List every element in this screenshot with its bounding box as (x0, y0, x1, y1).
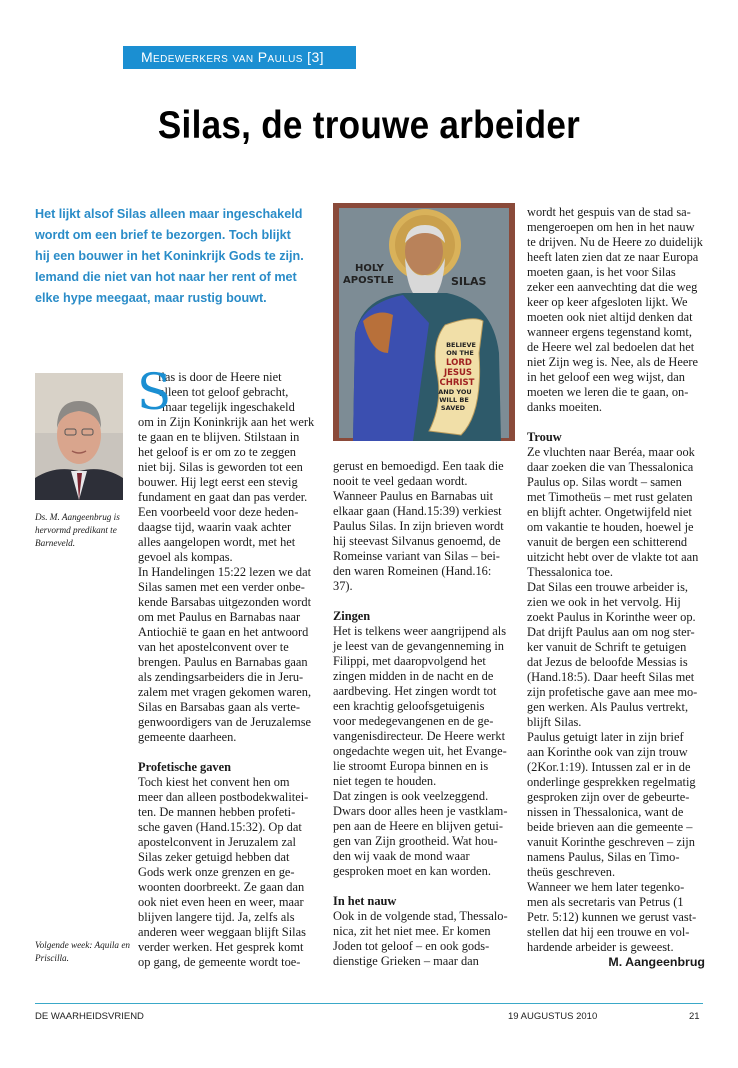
text-line: je leest van de gevangenneming in (333, 639, 505, 653)
text-line: zingen midden in de nacht en de (333, 669, 494, 683)
scroll-text: LORD (446, 358, 472, 368)
text-line: Silas zeker getuigd hebben dat (138, 850, 290, 864)
text-line: moeten we leren die te gaan, on- (527, 385, 689, 399)
text-line: theüs geschreven. (527, 865, 616, 879)
section-heading (333, 894, 517, 909)
text-line: Dwars door alles heen je vastklam- (333, 804, 508, 818)
text-line: (Hand.18:5). Daar heeft Silas met (527, 670, 695, 684)
lead-paragraph (35, 204, 325, 309)
text-line: Paulus getuigt later in zijn brief (527, 730, 684, 744)
text-line: kende Barsabas uitgezonden wordt (138, 595, 312, 609)
drop-cap: S (137, 363, 172, 421)
text-line: men als secretaris van Petrus (1 (527, 895, 684, 909)
article-column-2 (333, 459, 517, 969)
scroll-text: WILL BE (439, 396, 469, 404)
scroll-text: SAVED (440, 404, 466, 412)
text-line: te gaan en te blijven. Stilstaan in (138, 430, 300, 444)
paragraph-spacer (333, 879, 517, 894)
text-line: moeten ook niet altijd denken dat (527, 310, 693, 324)
text-line: om vakantie te houden, hoewel je (527, 520, 694, 534)
text-line: ker vanuit de Schrift te getuigen (527, 640, 687, 654)
text-line: namens Paulus, Silas en Timo- (527, 850, 680, 864)
text-line: ongedachte wegen uit, het Evange- (333, 744, 507, 758)
text-line: zien we ook in het vervolg. Hij (527, 595, 681, 609)
section-heading (333, 609, 517, 624)
text-line: Silas samen met een verder onbe- (138, 580, 305, 594)
text-line: Ook in de volgende stad, Thessalo- (333, 909, 508, 923)
text-line: Ze vluchten naar Beréa, maar ook (527, 445, 695, 459)
text-line: In het nauw (333, 894, 397, 908)
text-line: beide brieven aan die gemeente – (527, 820, 693, 834)
paragraph (138, 775, 320, 970)
text-line: blijft Silas. (527, 715, 582, 729)
text-line: van het apostelconvent over te (138, 640, 289, 654)
text-line: voor medegevangenen en de ge- (333, 714, 494, 728)
text-line: daagse tijd, waarin vaak achter (138, 520, 292, 534)
text-line: daar zoeken die van Thessalonica (527, 460, 694, 474)
text-line: Dat Silas een trouwe arbeider is, (527, 580, 689, 594)
article-title: Silas, de trouwe arbeider (157, 104, 581, 147)
text-line: aan Korinthe ook van zijn trouw (527, 745, 688, 759)
paragraph (527, 445, 705, 580)
text-line: bouwer. Hij legt eerst een stevig (138, 475, 298, 489)
text-line: alleen tot geloof gebracht, (159, 385, 289, 399)
text-line: in het geloof een weg wijst, dan (527, 370, 685, 384)
text-line: aardbeving. Het zingen wordt tot (333, 684, 497, 698)
text-line: Paulus op. Silas wordt – samen (527, 475, 682, 489)
text-line: ook niet even heen en weer, maar (138, 895, 304, 909)
series-label: Medewerkers van Paulus [3] (141, 49, 324, 65)
text-line: hij steevast Silvanus genoemd, de (333, 534, 501, 548)
text-line: den wij vaak de mond waar (333, 849, 470, 863)
text-line: nooit te veel gedaan wordt. (333, 474, 468, 488)
text-line: Silas en Barsabas gaan als verte- (138, 700, 301, 714)
text-line: mengeroepen om hen in het nauw (527, 220, 695, 234)
text-line: Profetische gaven (138, 760, 232, 774)
text-line: moeten gaan, is het voor Silas (527, 265, 676, 279)
text-line: Paulus Silas. In zijn brieven wordt (333, 519, 504, 533)
text-line: Dat drijft Paulus aan om nog ster- (527, 625, 695, 639)
text-line: gesproken zijn over de gebeurte- (527, 790, 690, 804)
scroll-text: JESUS (443, 368, 473, 378)
text-line: om met Paulus en Barnabas naar (138, 610, 301, 624)
text-line: Dat zingen is ook veelzeggend. (333, 789, 489, 803)
lead-line: Iemand die niet van hot naar her rent of met (35, 270, 297, 284)
text-line: gerust en bemoedigd. Een taak die (333, 459, 504, 473)
paragraph-spacer (527, 415, 705, 430)
paragraph (527, 880, 705, 955)
text-line: onderlinge gesprekken regelmatig (527, 775, 696, 789)
text-line: apostelconvent in Jeruzalem zal (138, 835, 296, 849)
text-line: het geloof is er om zo te zeggen (138, 445, 296, 459)
paragraph-spacer (138, 745, 320, 760)
paragraph (527, 730, 705, 880)
text-line: In Handelingen 15:22 lezen we dat (138, 565, 312, 579)
footer-page-number: 21 (689, 1011, 700, 1022)
text-line: Petr. 5:12) kunnen we gerust vast- (527, 910, 697, 924)
article-column-1 (137, 363, 320, 970)
text-line: gesproken moet en kan worden. (333, 864, 491, 878)
text-line: elkaar gaan (Hand.15:39) verkiest (333, 504, 502, 518)
text-line: een krachtig geloofsgetuigenis (333, 699, 485, 713)
text-line: M. Aangeenbrug (608, 955, 705, 969)
text-line: de Heere wel zal bedoelen dat het (527, 340, 695, 354)
text-line: Romeinse variant van Silas – bei- (333, 549, 500, 563)
text-line: stellen dat hij een trouwe en vol- (527, 925, 690, 939)
footer-date: 19 AUGUSTUS 2010 (508, 1011, 598, 1022)
author-caption: Ds. M. Aangeenbrug is hervormd predikant te Barneveld. (35, 512, 120, 548)
scroll-text: ON THE (446, 349, 474, 357)
silas-icon-painting (333, 203, 515, 441)
text-line: genwoordigers van de Jeruzalemse (138, 715, 312, 729)
text-line: 37). (333, 579, 353, 593)
text-line: (2Kor.1:19). Intussen zal er in de (527, 760, 691, 774)
text-line: nissen in Thessalonica, want de (527, 805, 684, 819)
text-line: meer dan alleen postbodekwalitei- (138, 790, 309, 804)
paragraph (138, 565, 320, 745)
footer-divider (35, 1003, 703, 1004)
text-line: niet tegen te houden. (333, 774, 437, 788)
text-line: Wanneer we hem later tegenko- (527, 880, 685, 894)
text-line: gemeente daarheen. (138, 730, 237, 744)
scroll-text: CHRIST (439, 378, 475, 388)
text-line: hardende arbeider is geweest. (527, 940, 674, 954)
text-line: nica, zit het niet mee. Er komen (333, 924, 491, 938)
paragraph-spacer (333, 594, 517, 609)
text-line: vanuit de bergen een schitterend (527, 535, 688, 549)
lead-line: elke hype meegaat, maar rustig bouwt. (35, 291, 267, 305)
text-line: anderen weer weggaan blijft Silas (138, 925, 306, 939)
text-line: te drijven. Nu de Heere zo duidelijk (527, 235, 703, 249)
text-line: als zendingsarbeiders die in Jeru- (138, 670, 304, 684)
text-line: brengen. Paulus en Barnabas gaan (138, 655, 308, 669)
text-line: Filippi, met daaropvolgend het (333, 654, 486, 668)
icon-left-text-2: APOSTLE (343, 275, 394, 286)
text-line: den waren Romeinen (Hand.16: (333, 564, 492, 578)
text-line: wordt het gespuis van de stad sa- (527, 205, 691, 219)
paragraph (527, 580, 705, 730)
lead-line: hij een bouwer in het Koninkrijk Gods te zijn. (35, 249, 304, 263)
text-line: Gods werk onze grenzen en ge- (138, 865, 295, 879)
paragraph (333, 909, 517, 969)
text-line: Trouw (527, 430, 562, 444)
author-signature (527, 955, 705, 970)
text-line: vanuit Korinthe geschreven – zijn (527, 835, 695, 849)
text-line: ten. De mannen hebben profeti- (138, 805, 296, 819)
text-line: Wanneer Paulus en Barnabas uit (333, 489, 494, 503)
text-line: zoekt Paulus in Korinthe weer op. (527, 610, 696, 624)
lead-line: Het lijkt alsof Silas alleen maar ingeschakeld (35, 207, 303, 221)
text-line: Antiochië te gaan en het antwoord (138, 625, 309, 639)
section-heading (527, 430, 705, 445)
author-photo (35, 373, 123, 500)
paragraph (333, 789, 517, 879)
text-line: fundament en gaat dan pas verder. (138, 490, 308, 504)
section-heading (138, 760, 320, 775)
text-line: heeft laten zien dat ze naar Europa (527, 250, 699, 264)
text-line: alles aangelopen wordt, met het (138, 535, 296, 549)
text-line: zalem met vragen gekomen waren, (138, 685, 312, 699)
text-line: zeker een aanvechting dat die weg (527, 280, 698, 294)
text-line: blijven langere tijd. Ja, zelfs als (138, 910, 295, 924)
icon-right-text: SILAS (451, 275, 487, 288)
text-line: op gang, de gemeente wordt toe- (138, 955, 301, 969)
paragraph (333, 624, 517, 789)
text-line: pen aan de Heere en blijven getui- (333, 819, 503, 833)
text-line: gen van Zijn grootheid. Wat hou- (333, 834, 498, 848)
text-line: keer op keer afgesloten lijkt. We (527, 295, 688, 309)
text-line: Zingen (333, 609, 371, 623)
text-line: Joden tot geloof – en ook gods- (333, 939, 490, 953)
text-line: en blijft achter. Ongetwijfeld niet (527, 505, 692, 519)
text-line: woonten doorbreekt. Ze gaan dan (138, 880, 305, 894)
icon-left-text-1: HOLY (355, 263, 384, 274)
text-line: met Timotheüs – met rust gelaten (527, 490, 693, 504)
paragraph (333, 459, 517, 594)
text-line: om in Zijn Koninkrijk aan het werk (138, 415, 315, 429)
scroll-text: BELIEVE (446, 341, 476, 349)
text-line: Toch kiest het convent hen om (138, 775, 290, 789)
text-line: Thessalonica toe. (527, 565, 614, 579)
text-line: danks moeiten. (527, 400, 603, 414)
text-line: wanneer ergens tegenstand komt, (527, 325, 692, 339)
text-line: niet Zijn weg is. Nee, als de Heere (527, 355, 698, 369)
series-banner (123, 46, 356, 69)
footer-publication: DE WAARHEIDSVRIEND (35, 1011, 144, 1022)
text-line: dat Jezus de beloofde Messias is (527, 655, 688, 669)
text-line: Het is telkens weer aangrijpend als (333, 624, 507, 638)
next-week-note: Volgende week: Aquila en Priscilla. (35, 940, 130, 963)
article-column-3 (527, 205, 705, 970)
lead-line: wordt om een brief te bezorgen. Toch blijkt (35, 228, 291, 242)
text-line: verder werken. Het gesprek komt (138, 940, 304, 954)
text-line: sche gaven (Hand.15:32). Op dat (138, 820, 302, 834)
text-line: uitzicht hebt over de vlakte tot aan (527, 550, 699, 564)
scroll-text: AND YOU (438, 388, 472, 396)
text-line: gen werken. Als Paulus vertrekt, (527, 700, 689, 714)
text-line: ilas is door de Heere niet (158, 370, 282, 384)
text-line: gevoel als kompas. (138, 550, 233, 564)
text-line: vangenisdirecteur. De Heere werkt (333, 729, 506, 743)
text-line: zijn profetische gave aan mee mo- (527, 685, 698, 699)
text-line: Een voorbeeld voor deze heden- (138, 505, 299, 519)
text-line: maar tegelijk ingeschakeld (162, 400, 295, 414)
text-line: dienstige Grieken – maar dan (333, 954, 479, 968)
paragraph (527, 205, 705, 415)
text-line: niet bij. Silas is geworden tot een (138, 460, 303, 474)
text-line: lie stroomt Europa binnen en is (333, 759, 489, 773)
